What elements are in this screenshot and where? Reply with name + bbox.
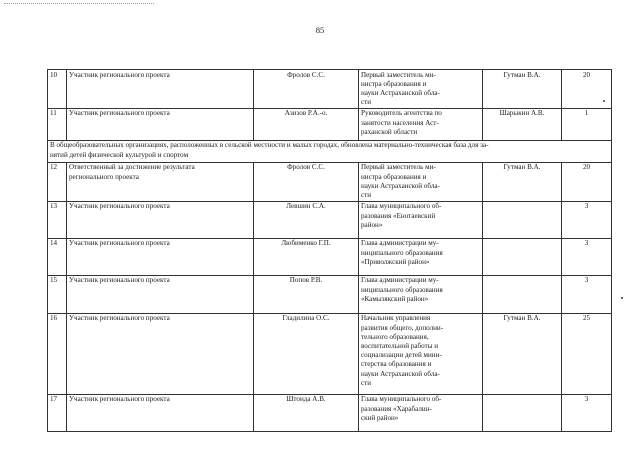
table-row (48, 238, 612, 275)
row-position-line: сти (361, 190, 372, 199)
row-position-line: раханской области (361, 127, 418, 136)
row-role: Участник регионального проекта (67, 275, 254, 313)
row-position-line: Начальник управления (361, 314, 431, 323)
row-person-name: Попов Р.В. (254, 275, 359, 313)
row-person-name: Фролов С.С. (254, 70, 359, 109)
row-position-line: Глава администрации му- (361, 239, 439, 248)
row-position (359, 108, 483, 140)
row-number: 12 (48, 162, 67, 201)
row-role: Участник регионального проекта (67, 108, 254, 140)
row-person-name: Любименко Г.П. (254, 238, 359, 275)
row-person-name: Фролов С.С. (254, 162, 359, 201)
page-number: 85 (315, 25, 325, 35)
row-position-line: занятости населения Аст- (361, 118, 439, 127)
row-position-line: Глава администрации му- (361, 276, 439, 285)
row-role (67, 162, 254, 201)
row-position-line: нистра образования и (361, 172, 427, 181)
row-person-name: Гладилина О.С. (254, 313, 359, 394)
row-supervisor: Гутман В.А. (483, 313, 562, 394)
row-position (359, 275, 483, 313)
row-supervisor (483, 201, 562, 238)
table-row (48, 275, 612, 313)
row-position-line: науки Астраханской обла- (361, 88, 440, 97)
row-position (359, 394, 483, 431)
row-position (359, 238, 483, 275)
row-number: 11 (48, 108, 67, 140)
row-supervisor: Гутман В.А. (483, 70, 562, 109)
row-position-line: ниципального образования (361, 248, 443, 257)
row-role: Участник регионального проекта (67, 313, 254, 394)
row-position-line: «Камызякский район» (361, 294, 429, 303)
row-position-line: стерства образования и (361, 360, 432, 369)
row-position (359, 70, 483, 109)
section-heading-line: В общеобразовательных организациях, расположенных в сельской местности и малых городах, обновлена материально-техническая база для за- (50, 141, 489, 150)
responsibility-table (47, 69, 612, 432)
table-row (48, 313, 612, 394)
row-person-name: Левшин С.А. (254, 201, 359, 238)
row-position-line: Глава муниципального об- (361, 395, 442, 404)
row-role-line: Ответственный за достижение результата (69, 163, 195, 172)
row-number: 16 (48, 313, 67, 394)
row-position-line: сти (361, 98, 372, 107)
row-position (359, 313, 483, 394)
row-role: Участник регионального проекта (67, 238, 254, 275)
row-position-line: Глава муниципального об- (361, 202, 442, 211)
row-workload-percent: 20 (562, 162, 612, 201)
table-row (48, 394, 612, 431)
row-workload-percent: 1 (562, 108, 612, 140)
row-position-line: нистра образования и (361, 79, 427, 88)
row-position-line: разования «Енотаевский (361, 211, 436, 220)
row-position-line: науки Астраханской обла- (361, 181, 440, 190)
row-workload-percent: 3 (562, 275, 612, 313)
row-role: Участник регионального проекта (67, 394, 254, 431)
row-position-line: ский район» (361, 413, 399, 422)
scan-edge-mark (4, 3, 154, 5)
row-position-line: разования «Харабалин- (361, 404, 432, 413)
row-workload-percent: 20 (562, 70, 612, 109)
row-person-name: Штонда А.В. (254, 394, 359, 431)
row-position-line: Первый заместитель ми- (361, 163, 436, 172)
row-position (359, 201, 483, 238)
row-position-line: «Приволжский район» (361, 257, 430, 266)
row-number: 10 (48, 70, 67, 109)
row-number: 15 (48, 275, 67, 313)
row-person-name: Азизов Р.А.-о. (254, 108, 359, 140)
row-supervisor (483, 275, 562, 313)
row-supervisor: Гутман В.А. (483, 162, 562, 201)
row-position-line: ниципального образования (361, 285, 443, 294)
table-body (48, 70, 612, 432)
row-number: 17 (48, 394, 67, 431)
section-heading-line: нятий детей физической культурой и спортом (50, 150, 189, 159)
table-row (48, 70, 612, 109)
row-role: Участник регионального проекта (67, 201, 254, 238)
row-position-line: сти (361, 378, 372, 387)
row-position-line: тельного образования, (361, 332, 429, 341)
row-role: Участник регионального проекта (67, 70, 254, 109)
table-row (48, 162, 612, 201)
row-workload-percent: 3 (562, 238, 612, 275)
row-supervisor (483, 238, 562, 275)
row-position-line: Руководитель агентства по (361, 109, 442, 118)
table-row (48, 201, 612, 238)
row-role-line: регионального проекта (69, 172, 139, 181)
scan-speck (621, 297, 623, 299)
row-position (359, 162, 483, 201)
row-supervisor: Шарыкин А.В. (483, 108, 562, 140)
row-position-line: Первый заместитель ми- (361, 70, 436, 79)
row-position-line: воспитательной работы и (361, 341, 439, 350)
row-position-line: развития общего, дополни- (361, 323, 444, 332)
table-row (48, 108, 612, 140)
row-number: 13 (48, 201, 67, 238)
row-position-line: район» (361, 220, 383, 229)
section-heading (48, 140, 612, 162)
row-number: 14 (48, 238, 67, 275)
row-workload-percent: 3 (562, 201, 612, 238)
row-position-line: социализации детей мини- (361, 351, 442, 360)
row-position-line: науки Астраханской обла- (361, 369, 440, 378)
section-row (48, 140, 612, 162)
row-supervisor (483, 394, 562, 431)
row-workload-percent: 3 (562, 394, 612, 431)
row-workload-percent: 25 (562, 313, 612, 394)
